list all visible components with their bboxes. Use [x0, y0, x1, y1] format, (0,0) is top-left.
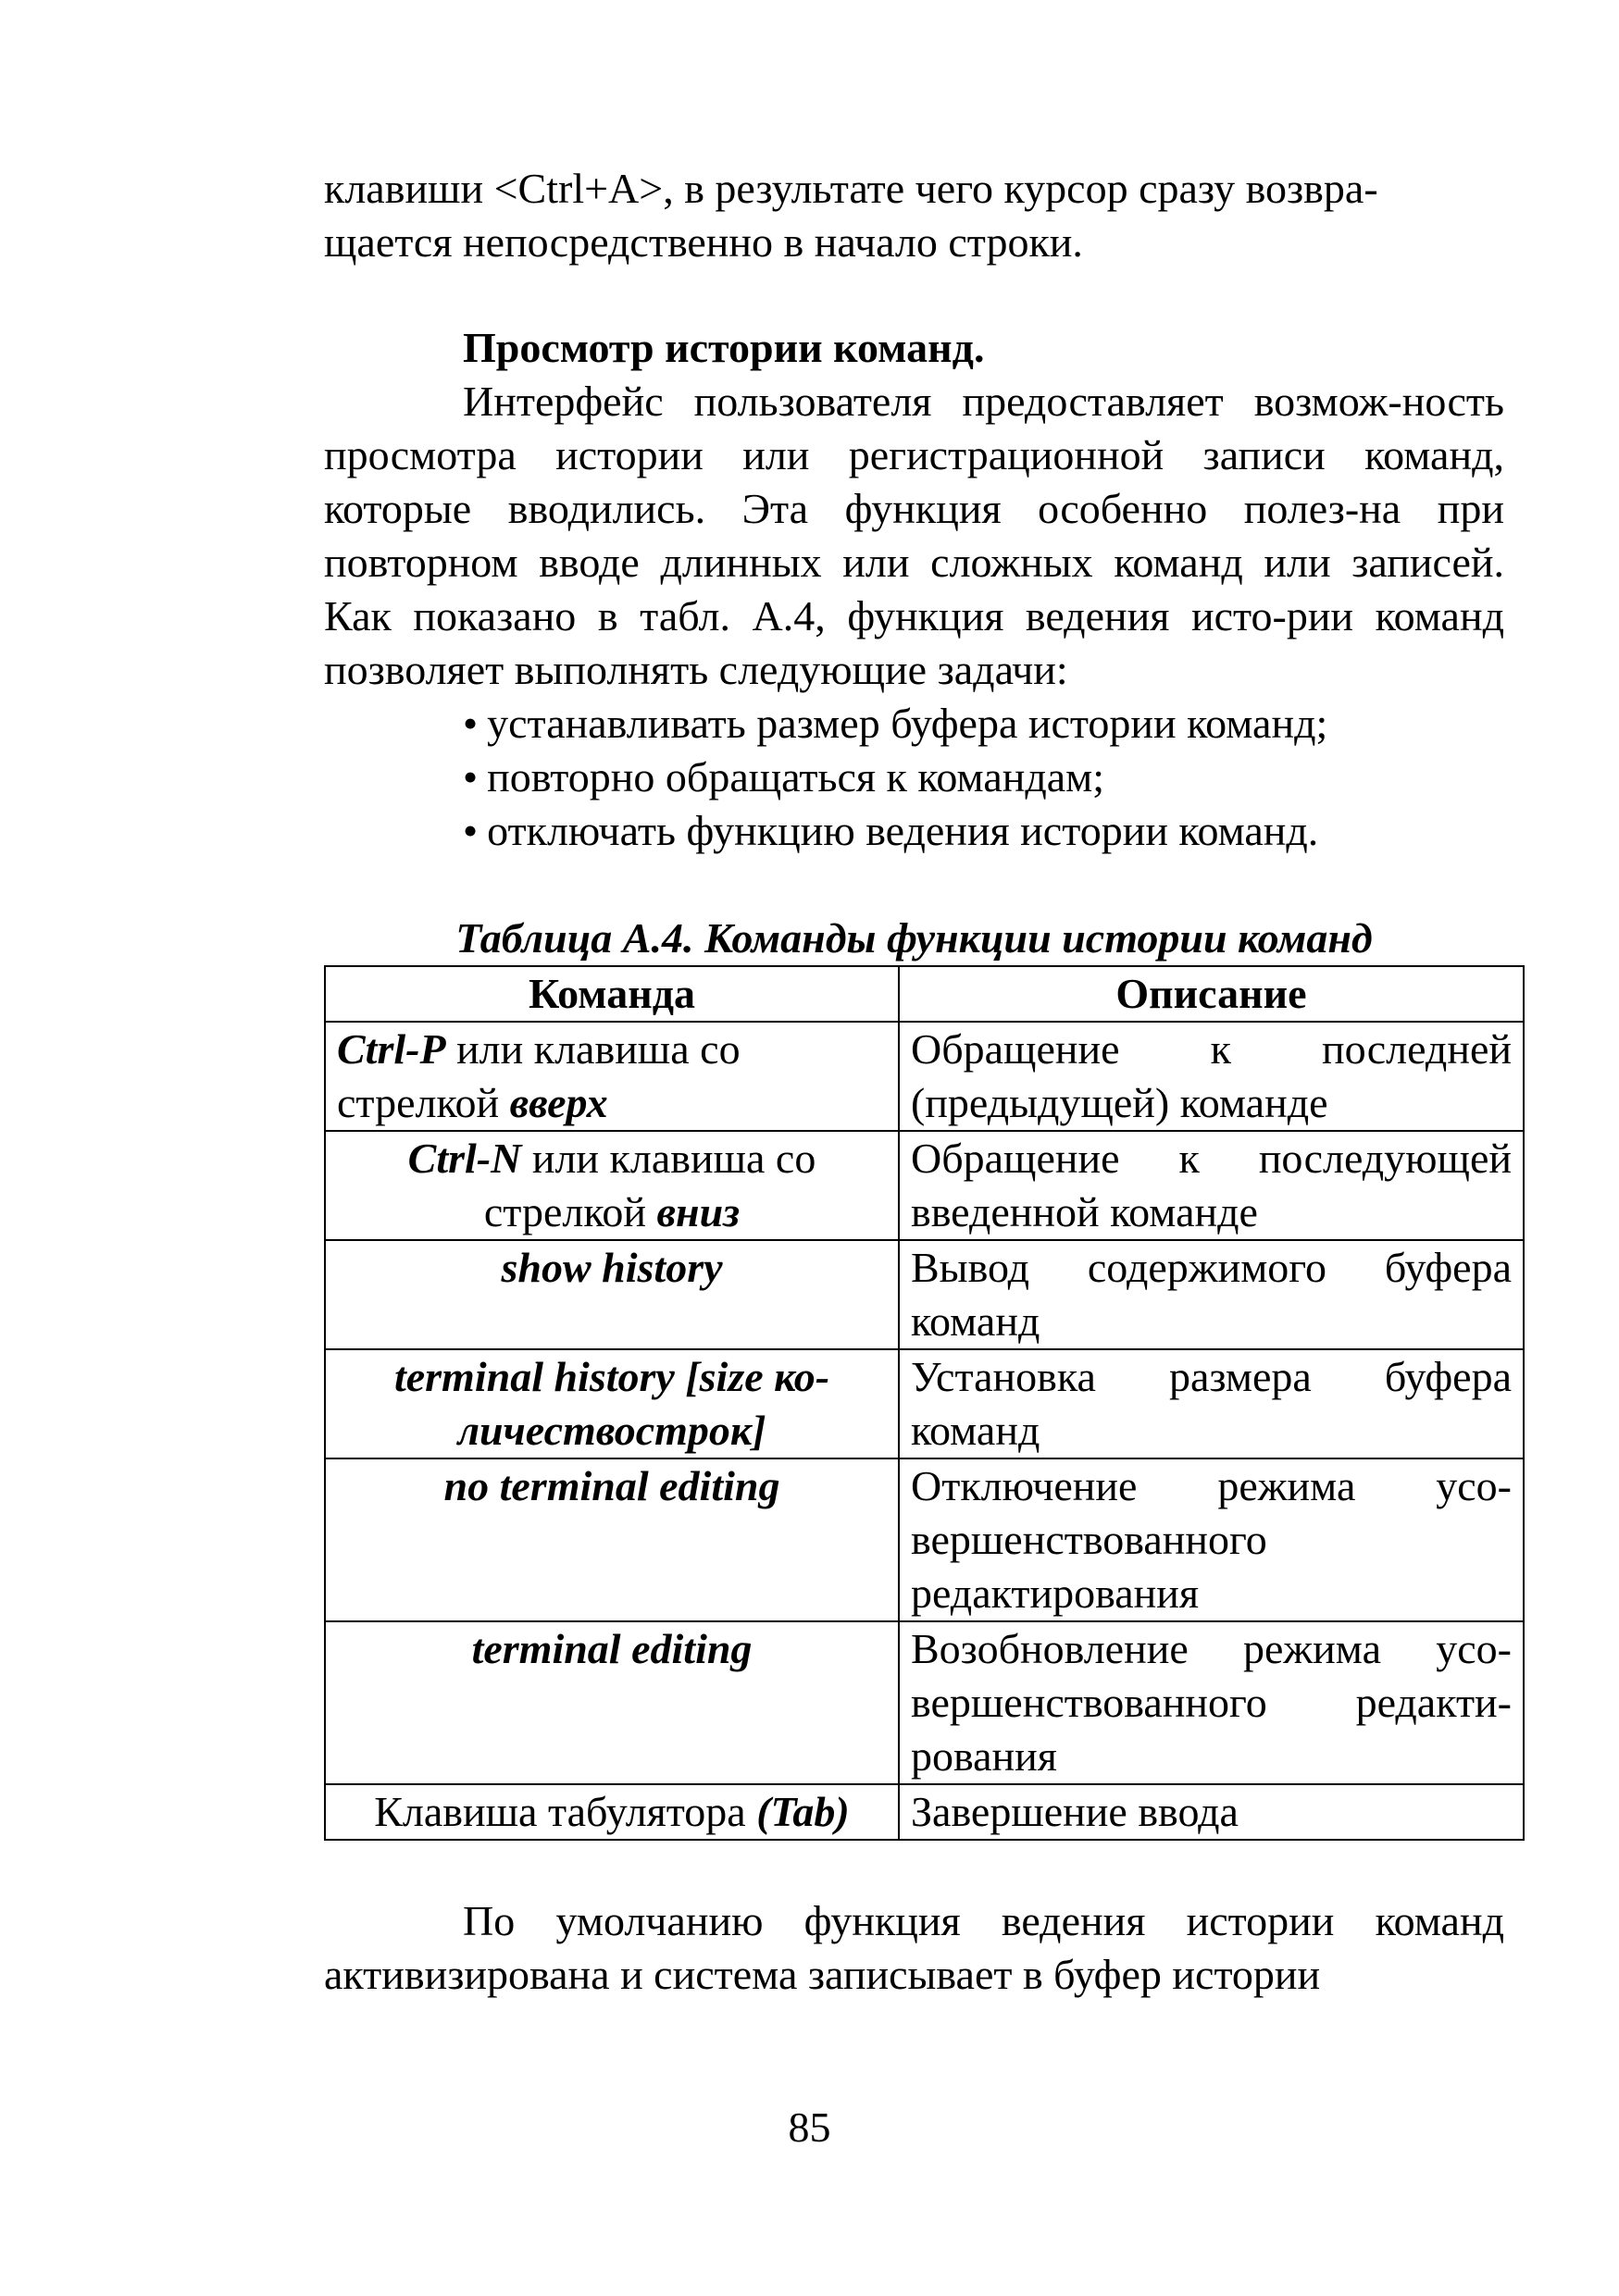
table-row [325, 1349, 1524, 1458]
page-body [324, 162, 1512, 2002]
table-row [325, 1621, 1524, 1784]
column-header-command: Команда [325, 966, 899, 1022]
command-cell: no terminal editing [325, 1458, 899, 1621]
list-item: • отключать функцию ведения истории команд. [463, 807, 1319, 854]
commands-table [324, 965, 1525, 1841]
intro-line-2: щается непосредственно в начало строки. [324, 218, 1083, 266]
description-cell: Возобновление режима усо-вершенствованного редакти-рования [899, 1621, 1524, 1784]
description-cell: Обращение к последней (предыдущей) команде [899, 1022, 1524, 1131]
command-cell: Ctrl-P или клавиша со стрелкой вверх [325, 1022, 899, 1131]
bullet-list [324, 697, 1504, 858]
description-cell: Обращение к последующей введенной команде [899, 1131, 1524, 1240]
command-cell: show history [325, 1240, 899, 1349]
table-row [325, 1240, 1524, 1349]
description-cell: Установка размера буфера команд [899, 1349, 1524, 1458]
table-caption: Таблица А.4. Команды функции истории команд [455, 914, 1373, 962]
table-row [325, 1022, 1524, 1131]
description-cell: Завершение ввода [899, 1784, 1524, 1840]
column-header-description: Описание [899, 966, 1524, 1022]
table-row [325, 1458, 1524, 1621]
command-cell: terminal history [size ко-личествострок] [325, 1349, 899, 1458]
list-item: • повторно обращаться к командам; [463, 753, 1105, 800]
page-number: 85 [788, 2104, 831, 2151]
section-paragraph: Интерфейс пользователя предоставляет возмож-ность просмотра истории или регистрационной записи команд, которые вводились. Эта функция особенно полез-на при повторном вводе длинных или сложных команд или записей. Как показано в табл. А.4, функция ведения исто-рии команд позволяет выполнять следующие задачи: [324, 378, 1504, 693]
intro-line-1: клавиши <Ctrl+A>, в результате чего курсор сразу возвра- [324, 165, 1378, 212]
section-heading: Просмотр истории команд. [463, 324, 985, 371]
table-row [325, 1131, 1524, 1240]
command-cell: Ctrl-N или клавиша со стрелкой вниз [325, 1131, 899, 1240]
command-cell: Клавиша табулятора (Tab) [325, 1784, 899, 1840]
command-cell: terminal editing [325, 1621, 899, 1784]
closing-paragraph: По умолчанию функция ведения истории команд активизирована и система записывает в буфер истории [324, 1897, 1504, 1998]
description-cell: Отключение режима усо-вершенствованного редактирования [899, 1458, 1524, 1621]
table-row [325, 1784, 1524, 1840]
list-item: • устанавливать размер буфера истории команд; [463, 700, 1328, 747]
description-cell: Вывод содержимого буфера команд [899, 1240, 1524, 1349]
table-header-row [325, 966, 1524, 1022]
